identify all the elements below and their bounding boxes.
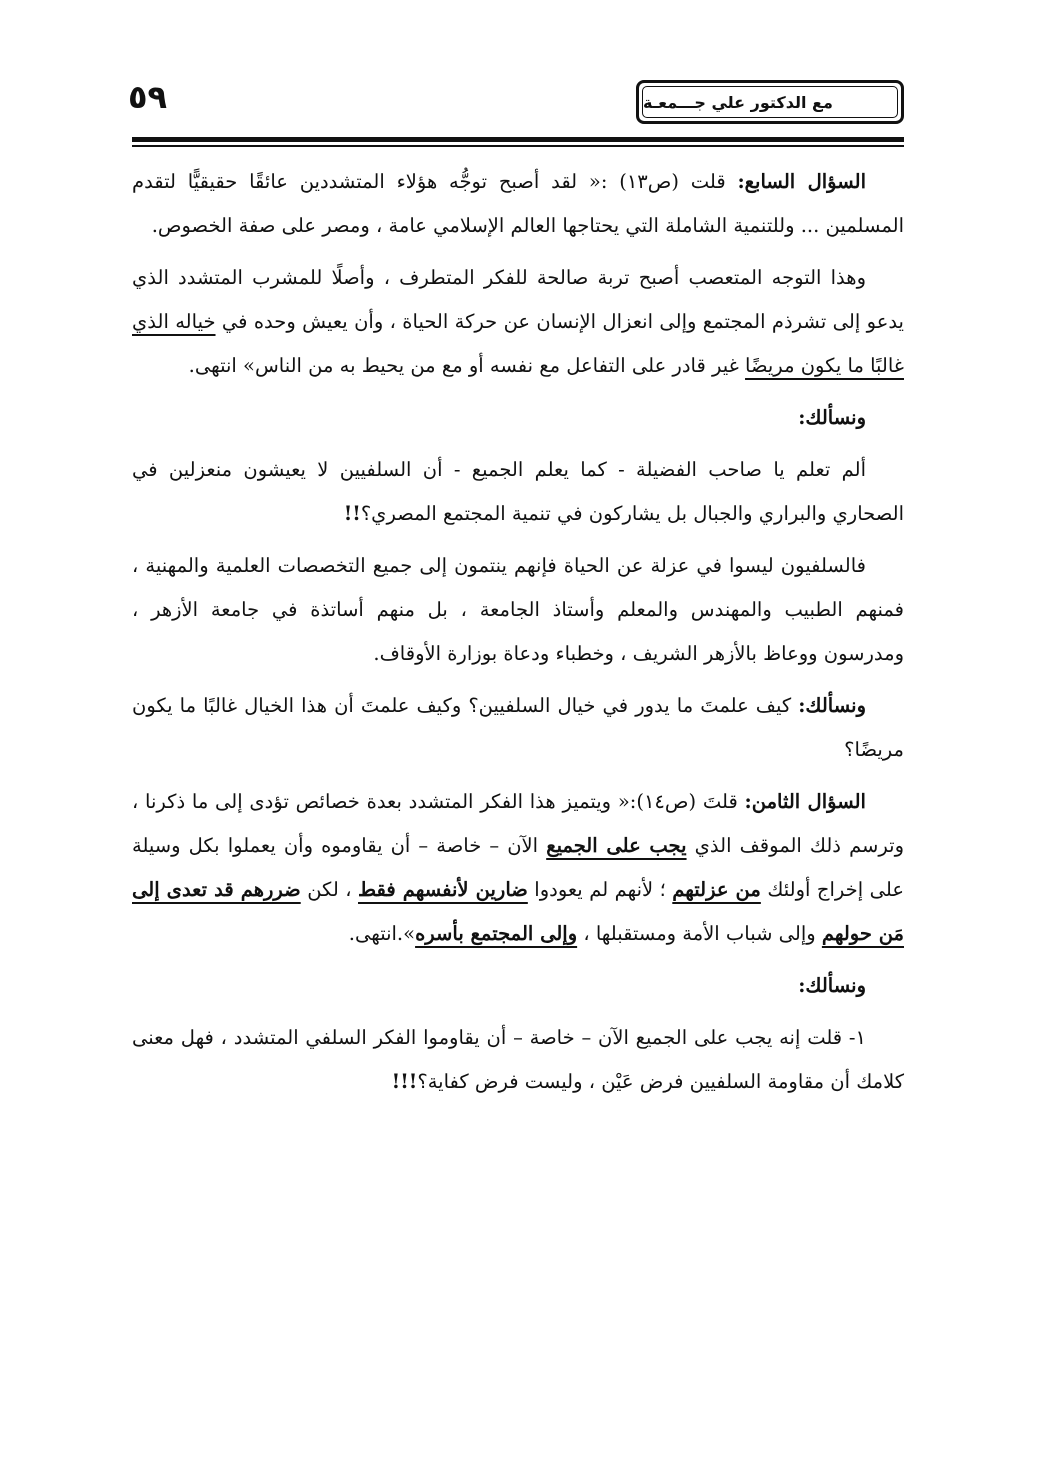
paragraph-numbered-1	[132, 1016, 904, 1104]
question-8-emphasis-3: ضارين لأنفسهم فقط	[358, 878, 528, 901]
question-8-emphasis-1: يجب على الجميع	[546, 834, 687, 857]
question-8-text-4: ، لكن	[300, 878, 359, 901]
question-8-emphasis-4: ضررهم قد تعدى إلى مَن حولهم	[132, 878, 904, 945]
question-8-text-1: قلتَ (ص١٤):« ويتميز هذا الفكر المتشدد بعدة خصائص تؤدى إلى ما ذكرنا ، وترسم ذلك الموقف الذي	[132, 790, 904, 857]
paragraph-quote-continuation	[132, 256, 904, 388]
header-rule-thick	[132, 137, 904, 142]
question-7-text: قلت (ص١٣) :« لقد أصبح توجُّه هؤلاء المتشددين عائقًا حقيقيًّا لتقدم المسلمين ... وللتنمية الشاملة التي يحتاجها العالم الإسلامي عامة ، ومصر على صفة الخصوص.	[132, 170, 904, 237]
paragraph-ask-inline	[132, 684, 904, 772]
page-body	[132, 160, 904, 1112]
page-number: ٥٩	[128, 78, 168, 116]
question-7-label: السؤال السابع:	[737, 170, 866, 193]
paragraph-question-7	[132, 160, 904, 248]
numbered-1-text: ١- قلت إنه يجب على الجميع الآن – خاصة – أن يقاوموا الفكر السلفي المتشدد ، فهل معنى كلامك أن مقاومة السلفيين فرض عَيْن ، وليست فرض كفاية؟	[132, 1026, 904, 1093]
paragraph-rebuttal-1	[132, 448, 904, 536]
numbered-1-exclamation: !!!	[391, 1070, 418, 1093]
question-8-text-6: ».انتهى.	[348, 922, 416, 945]
quote-text-a: وهذا التوجه المتعصب أصبح تربة صالحة للفكر المتطرف ، وأصلًا للمشرب المتشدد الذي يدعو إلى تشرذم المجتمع وإلى انعزال الإنسان عن حركة الحياة ، وأن يعيش وحده في	[132, 266, 904, 333]
running-title-frame	[642, 86, 898, 118]
running-title-box	[636, 80, 904, 124]
question-8-label: السؤال الثامن:	[744, 790, 866, 813]
quote-text-b: غير قادر على التفاعل مع نفسه أو مع من يحيط به من الناس» انتهى.	[188, 354, 746, 377]
paragraph-rebuttal-2: فالسلفيون ليسوا في عزلة عن الحياة فإنهم ينتمون إلى جميع التخصصات العلمية والمهنية ، فمنهم الطبيب والمهندس والمعلم وأستاذ الجامعة ، بل منهم أساتذة في جامعة الأزهر ، ومدرسون ووعاظ بالأزهر الشريف ، وخطباء ودعاة بوزارة الأوقاف.	[132, 554, 904, 665]
quote-underlined-phrase: خياله الذي غالبًا ما يكون مريضًا	[132, 310, 904, 377]
ask-heading-2: ونسألك:	[798, 974, 866, 997]
question-8-emphasis-2: من عزلتهم	[672, 878, 761, 901]
question-8-emphasis-5: وإلى المجتمع بأسره	[415, 922, 578, 945]
ask-heading-1: ونسألك:	[798, 406, 866, 429]
question-8-text-5: وإلى شباب الأمة ومستقبلها ،	[577, 922, 822, 945]
rebuttal-1-text: ألم تعلم يا صاحب الفضيلة - كما يعلم الجميع - أن السلفيين لا يعيشون منعزلين في الصحاري والبراري والجبال بل يشاركون في تنمية المجتمع المصري؟	[132, 458, 904, 525]
running-title: مع الدكتور علي جـــمعـة	[643, 92, 833, 112]
paragraph-question-8	[132, 780, 904, 956]
question-8-text-2: الآن – خاصة – أن يقاوموه وأن يعملوا بكل وسيلة على إخراج أولئك	[132, 834, 904, 901]
ask-inline-label: ونسألك:	[798, 694, 866, 717]
header-rule-thin	[132, 145, 904, 147]
question-8-text-3: ؛ لأنهم لم يعودوا	[527, 878, 673, 901]
ask-inline-text: كيف علمتَ ما يدور في خيال السلفيين؟ وكيف علمتَ أن هذا الخيال غالبًا ما يكون مريضًا؟	[132, 694, 904, 761]
rebuttal-1-exclamation: !!	[343, 502, 361, 525]
